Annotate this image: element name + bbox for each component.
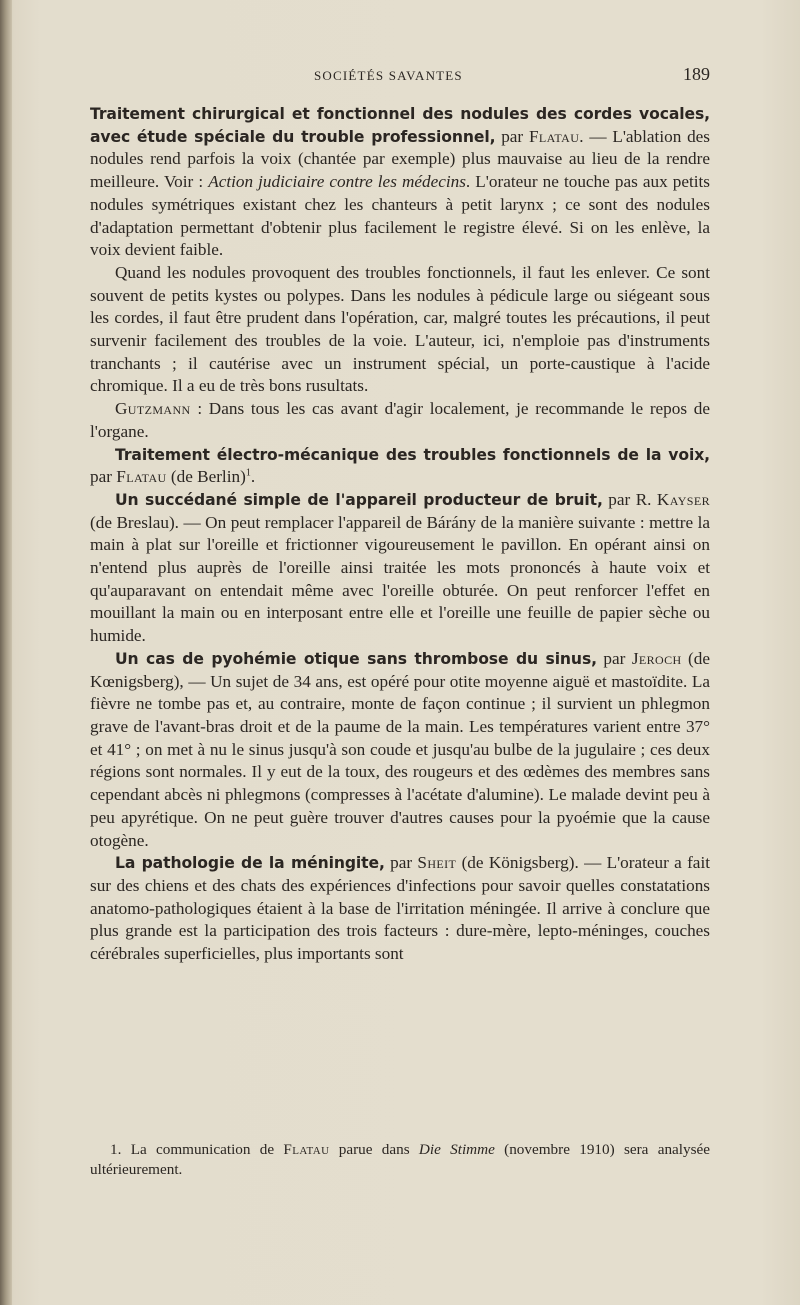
paragraph-flatau-nodules: Traitement chirurgical et fonctionnel des nodules des cordes vocales, avec étude spéciale du trouble professionnel, par Flatau. — L'ablation des nodules rend parfois la voix (chantée par exemple) plus mauvaise au lieu de la rendre meilleure. Voir : Action judiciaire contre les médecins. L'orateur ne touche pas aux petits nodules symétriques existant chez les chanteurs à petit larynx ; ce sont des nodules d'adaptation permettant d'obtenir plus facilement le registre élevé. Si on les enlève, la voix devient faible. <box>90 105 710 260</box>
italic-reference: Action judiciaire contre les médecins <box>208 172 466 192</box>
paragraph-nodules-troubles: Quand les nodules provoquent des troubles fonctionnels, il faut les enlever. Ce sont souvent de petits kystes ou polypes. Dans les nodules à pédicule large ou siégeant sous les cordes, il faut être prudent dans l'opération, car, malgré toutes les précautions, il peut survenir facilement des troubles de la voie. L'auteur, ici, n'emploie pas d'instruments tranchants ; il cautérise avec un instrument spécial, un porte-caustique à l'acide chromique. Il a eu de très bons rusultats. <box>90 262 710 396</box>
paragraph-electro-mecanique: Traitement électro-mécanique des troubles fonctionnels de la voix, par Flatau (de Berlin)$^1$. <box>90 445 710 487</box>
book-spine-edge <box>0 0 12 1305</box>
paragraph-kayser: Un succédané simple de l'appareil producteur de bruit, par R. Kayser (de Breslau). — On peut remplacer l'appareil de Bárány de la manière suivante : mettre la main à plat sur l'oreille et frictionner vigoureusement le pavillon. En opérant ainsi on n'entend plus auprès de l'oreille ainsi traitée les mots prononcés à haute voix et qu'auparavant on entendait même avec l'oreille obturée. On peut renforcer l'effet en mouillant la main ou en interposant entre elle et l'oreille une feuille de papier sèche ou humide. <box>90 489 710 646</box>
page-header <box>90 64 710 88</box>
section-heading: Un cas de pyohémie otique sans thrombose du sinus, <box>115 649 597 668</box>
page-number: 189 <box>683 64 710 84</box>
author-name: Kayser <box>656 489 710 509</box>
footnote: 1. La communication de Flatau parue dans Die Stimme (novembre 1910) sera analysée ultérieurement. <box>90 1141 710 1178</box>
paragraph-sheit: La pathologie de la méningite, par Sheit (de Königsberg). — L'orateur a fait sur des chiens et des chats des expériences d'infections pour savoir quelles constatations anatomo-pathologiques étaient à la base de l'irritation méningée. Il arrive à conclure que plus grande est la participation des trois facteurs : dure-mère, lepto-méninges, couches cérébrales superficielles, plus importants sont <box>90 853 710 964</box>
author-name: Flatau <box>528 126 580 146</box>
section-heading: Traitement chirurgical et fonctionnel des nodules des cordes vocales, avec étude spéciale du trouble professionnel, <box>90 105 710 146</box>
author-name: Jeroch <box>631 648 682 668</box>
footnote-marker: 1 <box>245 467 251 479</box>
section-heading: Un succédané simple de l'appareil producteur de bruit, <box>115 490 603 509</box>
author-name: Flatau <box>283 1141 330 1158</box>
section-heading: La pathologie de la méningite, <box>115 854 385 873</box>
body-text <box>90 103 710 966</box>
running-head: SOCIÉTÉS SAVANTES <box>314 68 463 83</box>
author-name: Flatau <box>116 467 167 487</box>
section-heading: Traitement électro-mécanique des troubles fonctionnels de la voix, <box>115 445 710 464</box>
paragraph-gutzmann: Gutzmann : Dans tous les cas avant d'agir localement, je recommande le repos de l'organe. <box>90 399 710 441</box>
author-name: Gutzmann <box>115 399 191 419</box>
journal-title: Die Stimme <box>418 1141 495 1158</box>
author-name: Sheit <box>417 853 457 873</box>
footnote-number: 1. <box>110 1141 122 1158</box>
paragraph-jeroch: Un cas de pyohémie otique sans thrombose du sinus, par Jeroch (de Kœnigsberg), — Un sujet de 34 ans, est opéré pour otite moyenne aiguë et mastoïdite. La fièvre ne tombe pas et, au contraire, monte de façon continue ; il survient un phlegmon grave de l'avant-bras droit et de la paume de la main. Les températures varient entre 37° et 41° ; on met à nu le sinus jusqu'à son coude et jusqu'au bulbe de la jugulaire ; ces deux régions sont normales. Il y eut de la toux, des rougeurs et des œdèmes des membres sans cependant abcès ni phlegmons (compresses à l'acétate d'alumine). Le malade devint peu à peu apyrétique. On ne peut guère trouver d'autres causes pour la pyoémie que la cause otogène. <box>90 648 710 850</box>
